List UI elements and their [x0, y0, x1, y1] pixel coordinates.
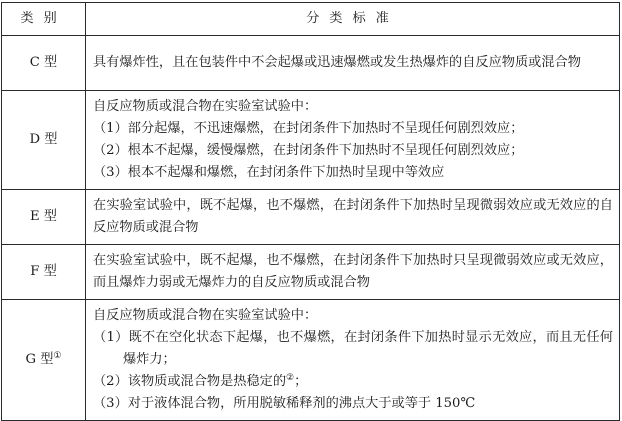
- criteria-text: [86, 300, 620, 421]
- table-row-type-d: [2, 91, 620, 190]
- type-label: D 型: [2, 91, 86, 190]
- criteria-text: [86, 36, 620, 91]
- criteria-text: [86, 91, 620, 190]
- classification-table: [1, 2, 620, 421]
- table-row-type-g: [2, 300, 620, 421]
- type-label: F 型: [2, 245, 86, 300]
- criteria-paragraph: 在实验室试验中，既不起爆，也不爆燃，在封闭条件下加热时只呈现微弱效应或无效应，而且爆炸力弱或无爆炸力的自反应物质或混合物: [93, 253, 613, 290]
- criteria-intro: 自反应物质或混合物在实验室试验中：: [93, 308, 318, 323]
- criteria-item: （3）根本不起爆和爆燃，在封闭条件下加热时呈现中等效应: [93, 165, 445, 180]
- criteria-text: [86, 190, 620, 245]
- type-label: E 型: [2, 190, 86, 245]
- criteria-item: （3）对于液体混合物，所用脱敏稀释剂的沸点大于或等于 150℃: [93, 396, 476, 411]
- criteria-item-text: （2）该物质或混合物是热稳定的: [93, 374, 287, 389]
- table-header-row: [2, 3, 620, 36]
- table-row-type-c: [2, 36, 620, 91]
- criteria-paragraph: 具有爆炸性，且在包装件中不会起爆或迅速爆燃或发生热爆炸的自反应物质或混合物: [93, 55, 581, 70]
- criteria-item: （1）既不在空化状态下起爆，也不爆燃，在封闭条件下加热时显示无效应，而且无任何爆炸力；: [93, 330, 613, 367]
- type-label-cell: [2, 300, 86, 421]
- criteria-item-with-note: （2）该物质或混合物是热稳定的②；: [93, 373, 308, 389]
- criteria-text: [86, 245, 620, 300]
- criteria-item: （2）根本不起爆，缓慢爆燃，在封闭条件下加热时不呈现任何剧烈效应；: [93, 143, 524, 158]
- criteria-item: （1）部分起爆，不迅速爆燃，在封闭条件下加热时不呈现任何剧烈效应；: [93, 121, 524, 136]
- header-type: 类别: [2, 3, 86, 36]
- criteria-paragraph: 在实验室试验中，既不起爆，也不爆燃，在封闭条件下加热时呈现微弱效应或无效应的自反应物质或混合物: [93, 198, 613, 235]
- type-label: G 型: [25, 352, 54, 367]
- table-row-type-f: [2, 245, 620, 300]
- criteria-intro: 自反应物质或混合物在实验室试验中：: [93, 99, 318, 114]
- footnote-marker: ②: [286, 373, 295, 383]
- type-label: C 型: [2, 36, 86, 91]
- header-criteria: 分类标准: [86, 3, 620, 36]
- footnote-marker: ①: [53, 351, 62, 361]
- table-row-type-e: [2, 190, 620, 245]
